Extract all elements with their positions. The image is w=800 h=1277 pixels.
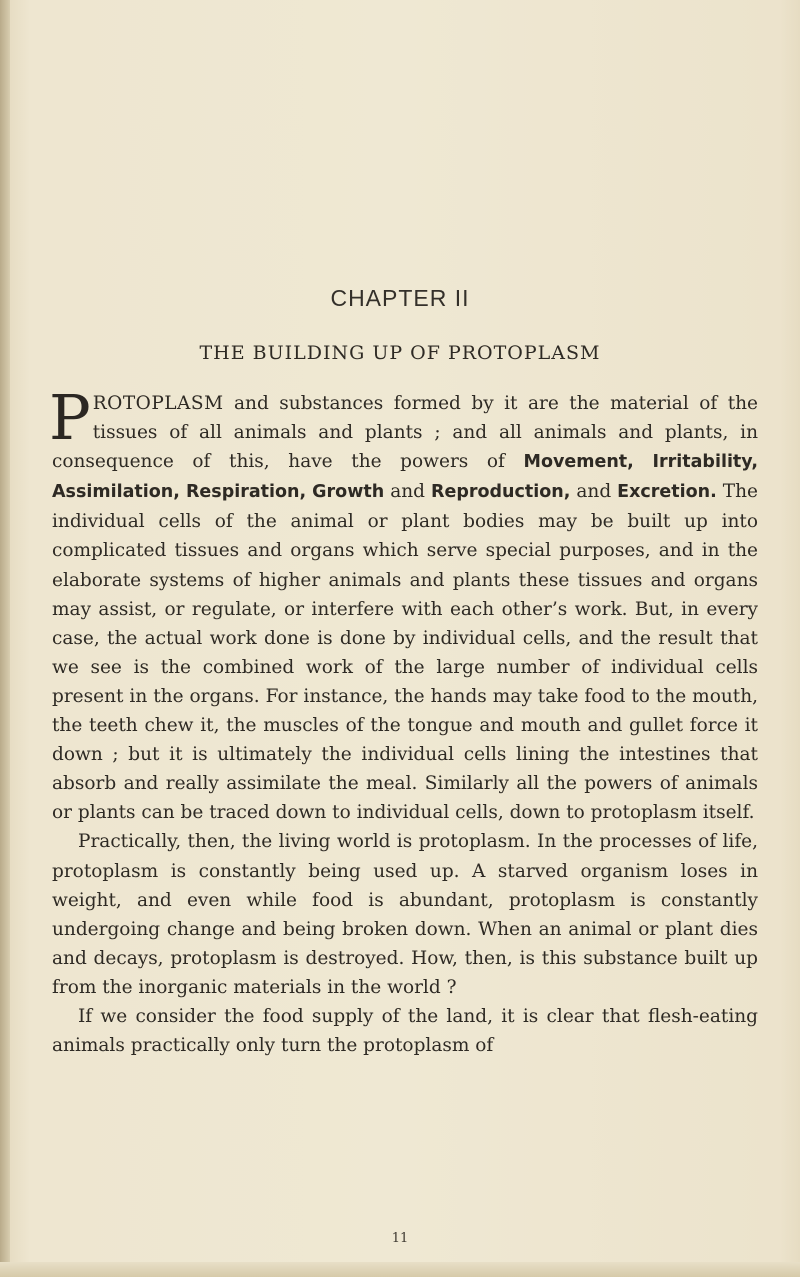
page-number: 11 (391, 1231, 409, 1246)
chapter-title: THE BUILDING UP OF PROTOPLASM (199, 342, 601, 364)
page-edge-shadow (0, 1262, 800, 1277)
paragraph-2: Practically, then, the living world is protoplasm. In the processes of life, protoplasm is constantly being used up. A starved organism loses in weight, and even while food is abundant, protoplasm is constantly undergoing change and being broken down. When an animal or plant dies and decays, protoplasm is destroyed. How, then, is this substance built up from the inorganic materials in the world ? (52, 831, 758, 998)
term-assimilation: Assimilation, (52, 482, 180, 503)
body-text (49, 381, 758, 1060)
page-gutter (0, 0, 10, 1277)
term-reproduction: Reproduction, (430, 482, 571, 503)
term-respiration: Respiration, (185, 482, 307, 503)
paragraph-1-text-b: The individual cells of the animal or plant bodies may be built up into complicated tissues and organs which serve special purposes, and in the elaborate systems of higher animals and plants these tissues and organs may assist, or regulate, or interfere with each other’s work. But, in every case, the actual work done is done by individual cells, and the result that we see is the combined work of the large number of individual cells present in the organs. For instance, the hands may take food to the mouth, the teeth chew it, the muscles of the tongue and mouth and gullet force it down ; but it is ultimately the individual cells lining the intestines that absorb and really assimilate the meal. Similarly all the powers of animals or plants can be traced down to individual cells, down to protoplasm itself. (52, 481, 758, 824)
term-growth: Growth (312, 482, 385, 503)
drop-cap: P (49, 381, 91, 454)
paragraph-1-text-a: and substances formed by it are the material of the tissues of all animals and plants ; and all animals and plants, in consequence of this, have the powers of (52, 393, 758, 473)
connector-and-1: and (384, 481, 431, 503)
chapter-number: CHAPTER II (330, 285, 470, 311)
term-movement: Movement, (523, 452, 634, 473)
opening-word: ROTOPLASM (92, 393, 224, 414)
paragraph-3: If we consider the food supply of the land, it is clear that flesh-eating animals practically only turn the protoplasm of (52, 1005, 758, 1057)
connector-and-2: and (570, 481, 618, 503)
term-excretion: Excretion. (617, 482, 717, 503)
term-irritability: Irritability, (652, 452, 758, 473)
paragraph-1 (49, 381, 758, 827)
